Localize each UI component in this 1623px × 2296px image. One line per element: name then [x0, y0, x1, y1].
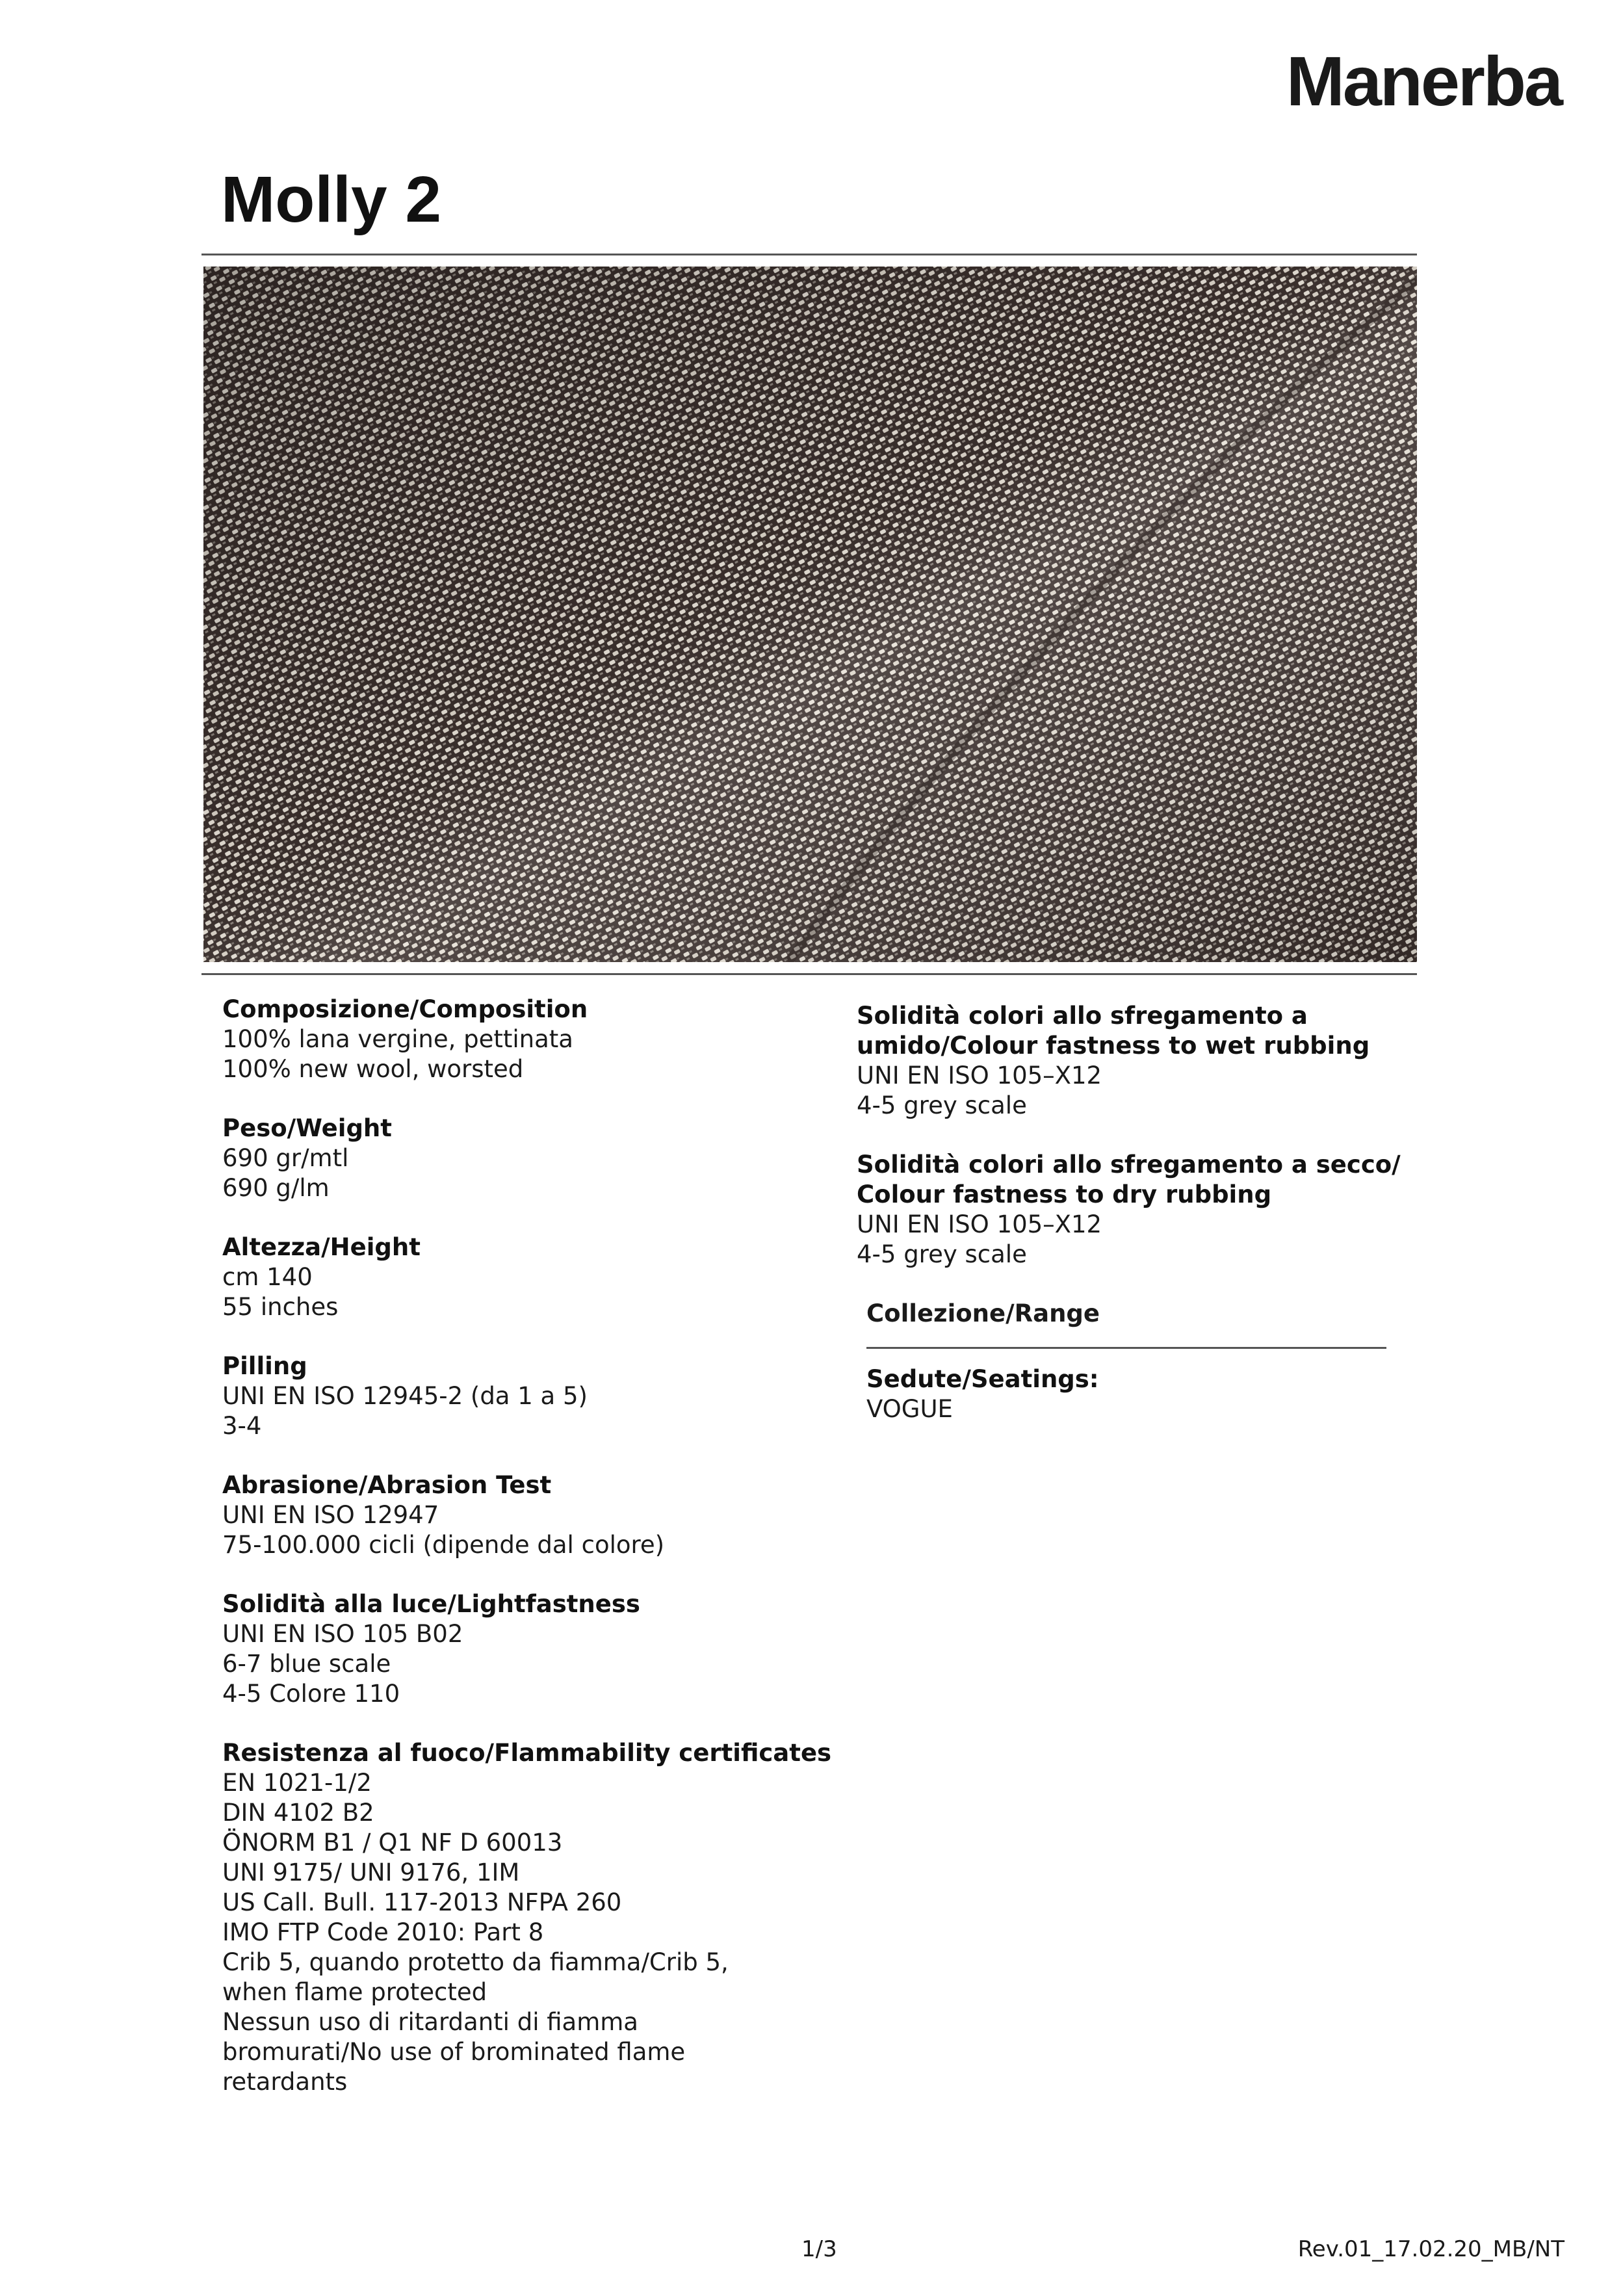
range-title: Collezione/Range — [866, 1299, 1386, 1349]
spec-wet-rubbing — [857, 1001, 1403, 1121]
spec-value: EN 1021-1/2 — [222, 1769, 372, 1797]
spec-value: Nessun uso di ritardanti di fiamma — [222, 2008, 638, 2036]
spec-label: Colour fastness to dry rubbing — [857, 1181, 1272, 1208]
spec-value: 690 gr/mtl — [222, 1144, 349, 1172]
range-section — [857, 1299, 1386, 1424]
spec-value: UNI EN ISO 12947 — [222, 1501, 439, 1529]
spec-value: Crib 5, quando protetto da fiamma/Crib 5, — [222, 1948, 729, 1976]
spec-value: 4-5 Colore 110 — [222, 1680, 400, 1708]
spec-value: 75-100.000 cicli (dipende dal colore) — [222, 1531, 665, 1559]
spec-value: 4-5 grey scale — [857, 1091, 1027, 1119]
spec-label: Pilling — [222, 1352, 307, 1380]
spec-label: Peso/Weight — [222, 1114, 392, 1142]
spec-value: UNI EN ISO 105–X12 — [857, 1210, 1102, 1238]
specs-right-column — [857, 1001, 1403, 1424]
spec-value: bromurati/No use of brominated flame — [222, 2038, 686, 2066]
specs-left-column — [222, 995, 833, 2126]
spec-composition — [222, 995, 833, 1084]
spec-label: Solidità colori allo sfregamento a secco/ — [857, 1151, 1401, 1179]
spec-value: IMO FTP Code 2010: Part 8 — [222, 1918, 544, 1946]
spec-label: Solidità colori allo sfregamento a — [857, 1002, 1308, 1030]
spec-label: Solidità alla luce/Lightfastness — [222, 1590, 640, 1618]
spec-value: cm 140 — [222, 1263, 313, 1291]
spec-label: Resistenza al fuoco/Flammability certificates — [222, 1739, 832, 1767]
spec-value: retardants — [222, 2068, 348, 2096]
revision-label: Rev.01_17.02.20_MB/NT — [1297, 2236, 1565, 2262]
spec-value: US Call. Bull. 117-2013 NFPA 260 — [222, 1888, 622, 1916]
spec-value: UNI EN ISO 105–X12 — [857, 1062, 1102, 1089]
spec-value: 4-5 grey scale — [857, 1240, 1027, 1268]
page-number: 1/3 — [801, 2236, 837, 2262]
bottom-divider — [201, 973, 1417, 975]
spec-flammability — [222, 1738, 833, 2097]
spec-lightfastness — [222, 1589, 833, 1709]
spec-height — [222, 1233, 833, 1322]
seatings-label: Sedute/Seatings: — [866, 1365, 1099, 1393]
brand-logo: Manerba — [1286, 42, 1561, 120]
spec-value: 3-4 — [222, 1412, 262, 1440]
spec-value: 55 inches — [222, 1293, 339, 1321]
spec-weight — [222, 1114, 833, 1203]
spec-value: 6-7 blue scale — [222, 1650, 391, 1678]
spec-dry-rubbing — [857, 1150, 1403, 1270]
spec-label: Altezza/Height — [222, 1233, 421, 1261]
spec-value: UNI 9175/ UNI 9176, 1IM — [222, 1859, 520, 1886]
spec-value: DIN 4102 B2 — [222, 1799, 374, 1827]
spec-label: Abrasione/Abrasion Test — [222, 1471, 552, 1499]
spec-value: UNI EN ISO 105 B02 — [222, 1620, 463, 1648]
spec-value: when flame protected — [222, 1978, 487, 2006]
top-divider — [201, 254, 1417, 255]
page-title: Molly 2 — [221, 163, 441, 236]
spec-value: 100% lana vergine, pettinata — [222, 1025, 573, 1053]
spec-label: umido/Colour fastness to wet rubbing — [857, 1032, 1370, 1060]
spec-abrasion — [222, 1470, 833, 1560]
spec-value: 690 g/lm — [222, 1174, 330, 1202]
spec-label: Composizione/Composition — [222, 995, 588, 1023]
spec-value: 100% new wool, worsted — [222, 1055, 524, 1083]
spec-value: UNI EN ISO 12945-2 (da 1 a 5) — [222, 1382, 588, 1410]
seatings-value: VOGUE — [866, 1395, 953, 1423]
spec-pilling — [222, 1351, 833, 1441]
spec-value: ÖNORM B1 / Q1 NF D 60013 — [222, 1829, 563, 1857]
fabric-swatch-image — [203, 267, 1417, 962]
